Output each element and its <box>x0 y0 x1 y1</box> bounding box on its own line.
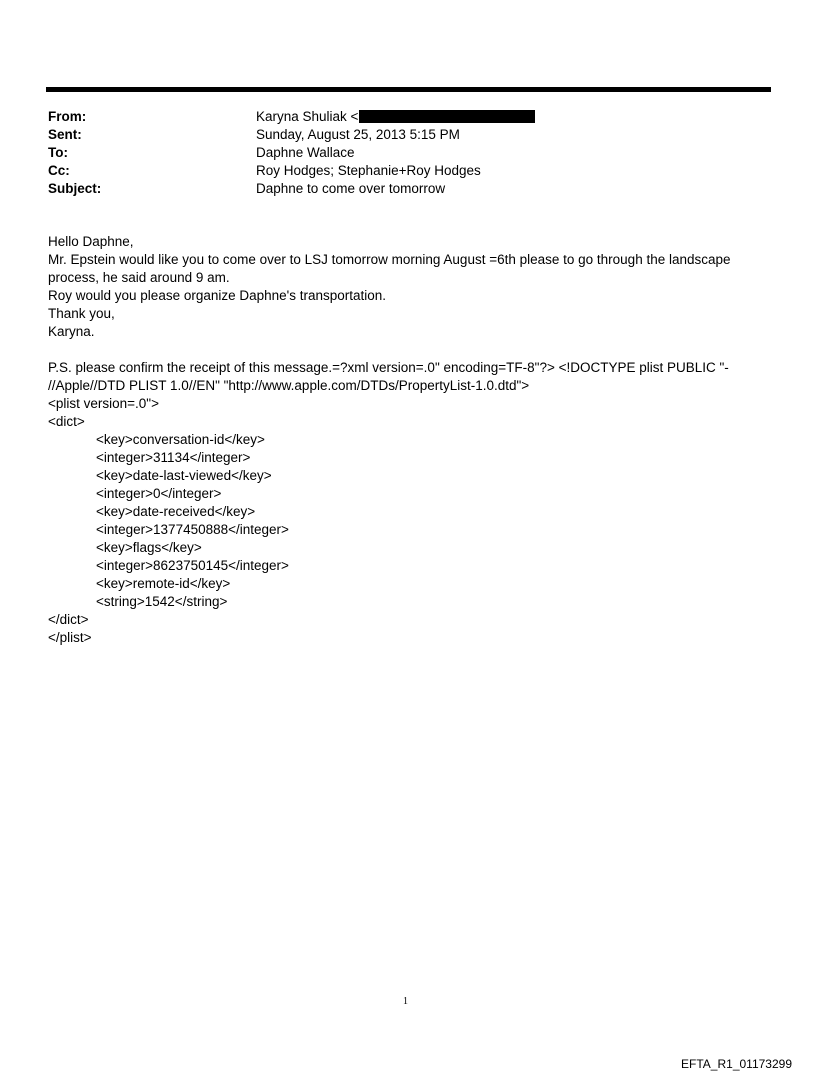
cc-value: Roy Hodges; Stephanie+Roy Hodges <box>256 163 481 178</box>
from-label: From: <box>48 109 87 124</box>
bates-number: EFTA_R1_01173299 <box>681 1057 792 1071</box>
body-line: Roy would you please organize Daphne's transportation. <box>48 288 387 303</box>
from-value <box>256 108 535 126</box>
subject-value: Daphne to come over tomorrow <box>256 181 446 196</box>
plist-item: <key>conversation-id</key> <box>96 432 265 447</box>
top-rule <box>46 87 771 92</box>
plist-item: <string>1542</string> <box>96 594 228 609</box>
from-name: Karyna Shuliak < <box>256 109 359 124</box>
body-line: Karyna. <box>48 324 95 339</box>
plist-item: <key>flags</key> <box>96 540 202 555</box>
ps-line: <plist version=.0"> <box>48 396 159 411</box>
plist-item: <key>date-received</key> <box>96 504 256 519</box>
greeting: Hello Daphne, <box>48 234 134 249</box>
plist-item: <key>remote-id</key> <box>96 576 231 591</box>
paragraph-gap <box>48 341 748 359</box>
plist-item: <integer>8623750145</integer> <box>96 558 289 573</box>
to-label: To: <box>48 145 68 160</box>
body-line: process, he said around 9 am. <box>48 270 230 285</box>
redaction-box <box>359 110 535 123</box>
body-line: Mr. Epstein would like you to come over to LSJ tomorrow morning August =6th please to go through the landscape <box>48 252 731 267</box>
plist-item: <key>date-last-viewed</key> <box>96 468 272 483</box>
ps-line: //Apple//DTD PLIST 1.0//EN" "http://www.apple.com/DTDs/PropertyList-1.0.dtd"> <box>48 378 530 393</box>
plist-item: <integer>31134</integer> <box>96 450 251 465</box>
body-line: Thank you, <box>48 306 115 321</box>
closing-line: </plist> <box>48 630 92 645</box>
sent-value: Sunday, August 25, 2013 5:15 PM <box>256 127 460 142</box>
email-body <box>48 233 748 647</box>
ps-line: <dict> <box>48 414 85 429</box>
ps-line: P.S. please confirm the receipt of this message.=?xml version=.0" encoding=TF-8"?> <!DOCTYPE plist PUBLIC "- <box>48 360 729 375</box>
to-value: Daphne Wallace <box>256 145 355 160</box>
plist-item: <integer>0</integer> <box>96 486 222 501</box>
sent-label: Sent: <box>48 127 82 142</box>
closing-line: </dict> <box>48 612 89 627</box>
plist-item: <integer>1377450888</integer> <box>96 522 289 537</box>
subject-label: Subject: <box>48 181 102 196</box>
page-number: 1 <box>403 996 408 1007</box>
cc-label: Cc: <box>48 163 70 178</box>
